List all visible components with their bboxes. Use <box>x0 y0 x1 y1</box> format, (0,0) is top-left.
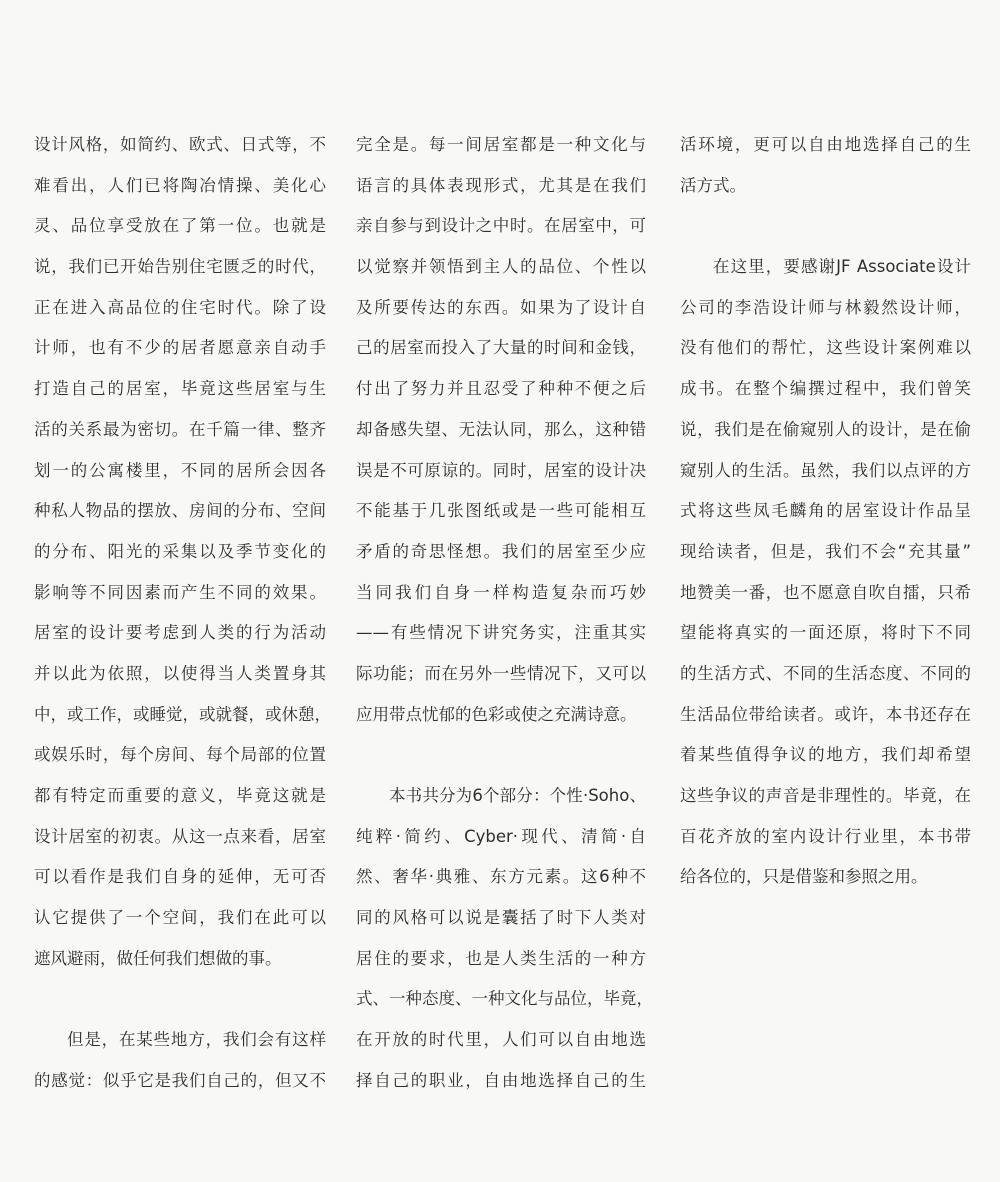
text-line: 应用带点忧郁的色彩或使之充满诗意。 <box>356 704 637 724</box>
text-line: 矛盾的奇思怪想。我们的居室至少应 <box>356 541 646 561</box>
text-line: 活方式。 <box>680 175 746 195</box>
text-line: 难看出，人们已将陶冶情操、美化心 <box>34 175 326 195</box>
text-line: 百花齐放的室内设计行业里，本书带 <box>680 826 971 846</box>
text-line: 的生活方式、不同的生活态度、不同的 <box>680 663 971 683</box>
text-line: 语言的具体表现形式，尤其是在我们 <box>356 175 646 195</box>
text-line: 设计风格，如简约、欧式、日式等，不 <box>34 135 326 154</box>
text-column-1 <box>34 125 331 1102</box>
text-line: 都有特定而重要的意义，毕竟这就是 <box>34 786 326 805</box>
text-line: 活环境，更可以自由地选择自己的生 <box>680 135 971 154</box>
text-line: 居住的要求，也是人类生活的一种方 <box>356 948 646 968</box>
text-line: 纯粹·简约、Cyber·现代、清简·自 <box>356 826 646 846</box>
paragraph-gap <box>680 206 971 247</box>
text-line: 窥别人的生活。虽然，我们以点评的方 <box>680 460 971 480</box>
text-line: 中，或工作，或睡觉，或就餐，或休憩， <box>34 704 331 724</box>
text-line: 认它提供了一个空间，我们在此可以 <box>34 908 326 928</box>
paragraph <box>680 125 971 206</box>
paragraph-gap <box>34 979 326 1020</box>
text-line: 打造自己的居室，毕竟这些居室与生 <box>34 379 326 399</box>
text-line: 说，我们已开始告别住宅匮乏的时代， <box>34 257 326 277</box>
text-line: 种私人物品的摆放、房间的分布、空间 <box>34 501 326 521</box>
text-line: 计师，也有不少的居者愿意亲自动手 <box>34 338 326 358</box>
text-line: 或娱乐时，每个房间、每个局部的位置 <box>34 745 326 765</box>
text-line: 在开放的时代里，人们可以自由地选 <box>356 1030 646 1050</box>
text-line: 现给读者，但是，我们不会“充其量” <box>680 541 971 561</box>
text-line: 然、奢华·典雅、东方元素。这6种不 <box>356 867 646 887</box>
text-line: 的分布、阳光的采集以及季节变化的 <box>34 541 326 561</box>
text-line: 不能基于几张图纸或是一些可能相互 <box>356 501 646 521</box>
text-line: 着某些值得争议的地方，我们却希望 <box>680 745 971 765</box>
paragraph <box>680 247 971 898</box>
text-line: 望能将真实的一面还原，将时下不同 <box>680 623 971 643</box>
text-column-2 <box>356 125 653 1102</box>
paragraph-gap <box>356 735 646 776</box>
text-line: 地赞美一番，也不愿意自吹自擂，只希 <box>680 582 971 602</box>
text-line: 这些争议的声音是非理性的。毕竟，在 <box>680 786 971 805</box>
text-line: 际功能；而在另外一些情况下，又可以 <box>356 663 646 683</box>
paragraph <box>34 125 331 979</box>
text-line: ——有些情况下讲究务实，注重其实 <box>356 623 646 643</box>
text-line: 灵、品位享受放在了第一位。也就是 <box>34 216 326 236</box>
text-line: 却备感失望、无法认同，那么，这种错 <box>356 419 646 439</box>
text-line: 说，我们是在偷窥别人的设计，是在偷 <box>680 419 971 439</box>
text-line: 误是不可原谅的。同时，居室的设计决 <box>356 460 646 480</box>
paragraph <box>356 125 646 735</box>
text-line: 择自己的职业，自由地选择自己的生 <box>356 1070 646 1090</box>
text-line: 设计居室的初衷。从这一点来看，居室 <box>34 826 326 846</box>
text-line: 给各位的，只是借鉴和参照之用。 <box>680 867 928 887</box>
text-line: 亲自参与到设计之中时。在居室中，可 <box>356 216 646 236</box>
text-line: 成书。在整个编撰过程中，我们曾笑 <box>680 379 971 399</box>
text-line: 没有他们的帮忙，这些设计案例难以 <box>680 338 971 358</box>
text-line: 以觉察并领悟到主人的品位、个性以 <box>356 257 646 277</box>
text-line: 式将这些凤毛麟角的居室设计作品呈 <box>680 501 971 521</box>
text-line: 本书共分为6个部分：个性·Soho、 <box>389 786 646 805</box>
paragraph <box>34 1020 326 1101</box>
text-line: 及所要传达的东西。如果为了设计自 <box>356 297 646 317</box>
text-column-3 <box>680 125 971 898</box>
text-line: 生活品位带给读者。或许，本书还存在 <box>680 704 971 724</box>
text-line: 可以看作是我们自身的延伸，无可否 <box>34 867 326 887</box>
paragraph <box>356 776 653 1102</box>
text-line: 式、一种态度、一种文化与品位，毕竟， <box>356 989 653 1009</box>
text-line: 影响等不同因素而产生不同的效果。 <box>34 582 326 602</box>
text-line: 划一的公寓楼里，不同的居所会因各 <box>34 460 326 480</box>
text-line: 公司的李浩设计师与林毅然设计师， <box>680 297 971 317</box>
text-line: 当同我们自身一样构造复杂而巧妙 <box>356 582 646 602</box>
text-line: 同的风格可以说是囊括了时下人类对 <box>356 908 646 928</box>
text-line: 遮风避雨，做任何我们想做的事。 <box>34 948 282 968</box>
text-line: 活的关系最为密切。在千篇一律、整齐 <box>34 419 326 439</box>
text-line: 付出了努力并且忍受了种种不便之后 <box>356 379 646 399</box>
text-line: 的感觉：似乎它是我们自己的，但又不 <box>34 1070 326 1090</box>
text-line: 完全是。每一间居室都是一种文化与 <box>356 135 646 154</box>
text-line: 正在进入高品位的住宅时代。除了设 <box>34 297 326 317</box>
text-line: 在这里，要感谢JF Associate设计 <box>713 257 971 277</box>
text-line: 居室的设计要考虑到人类的行为活动 <box>34 623 326 643</box>
text-line: 但是，在某些地方，我们会有这样 <box>67 1030 326 1050</box>
text-line: 己的居室而投入了大量的时间和金钱， <box>356 338 646 358</box>
text-line: 并以此为依照，以使得当人类置身其 <box>34 663 326 683</box>
